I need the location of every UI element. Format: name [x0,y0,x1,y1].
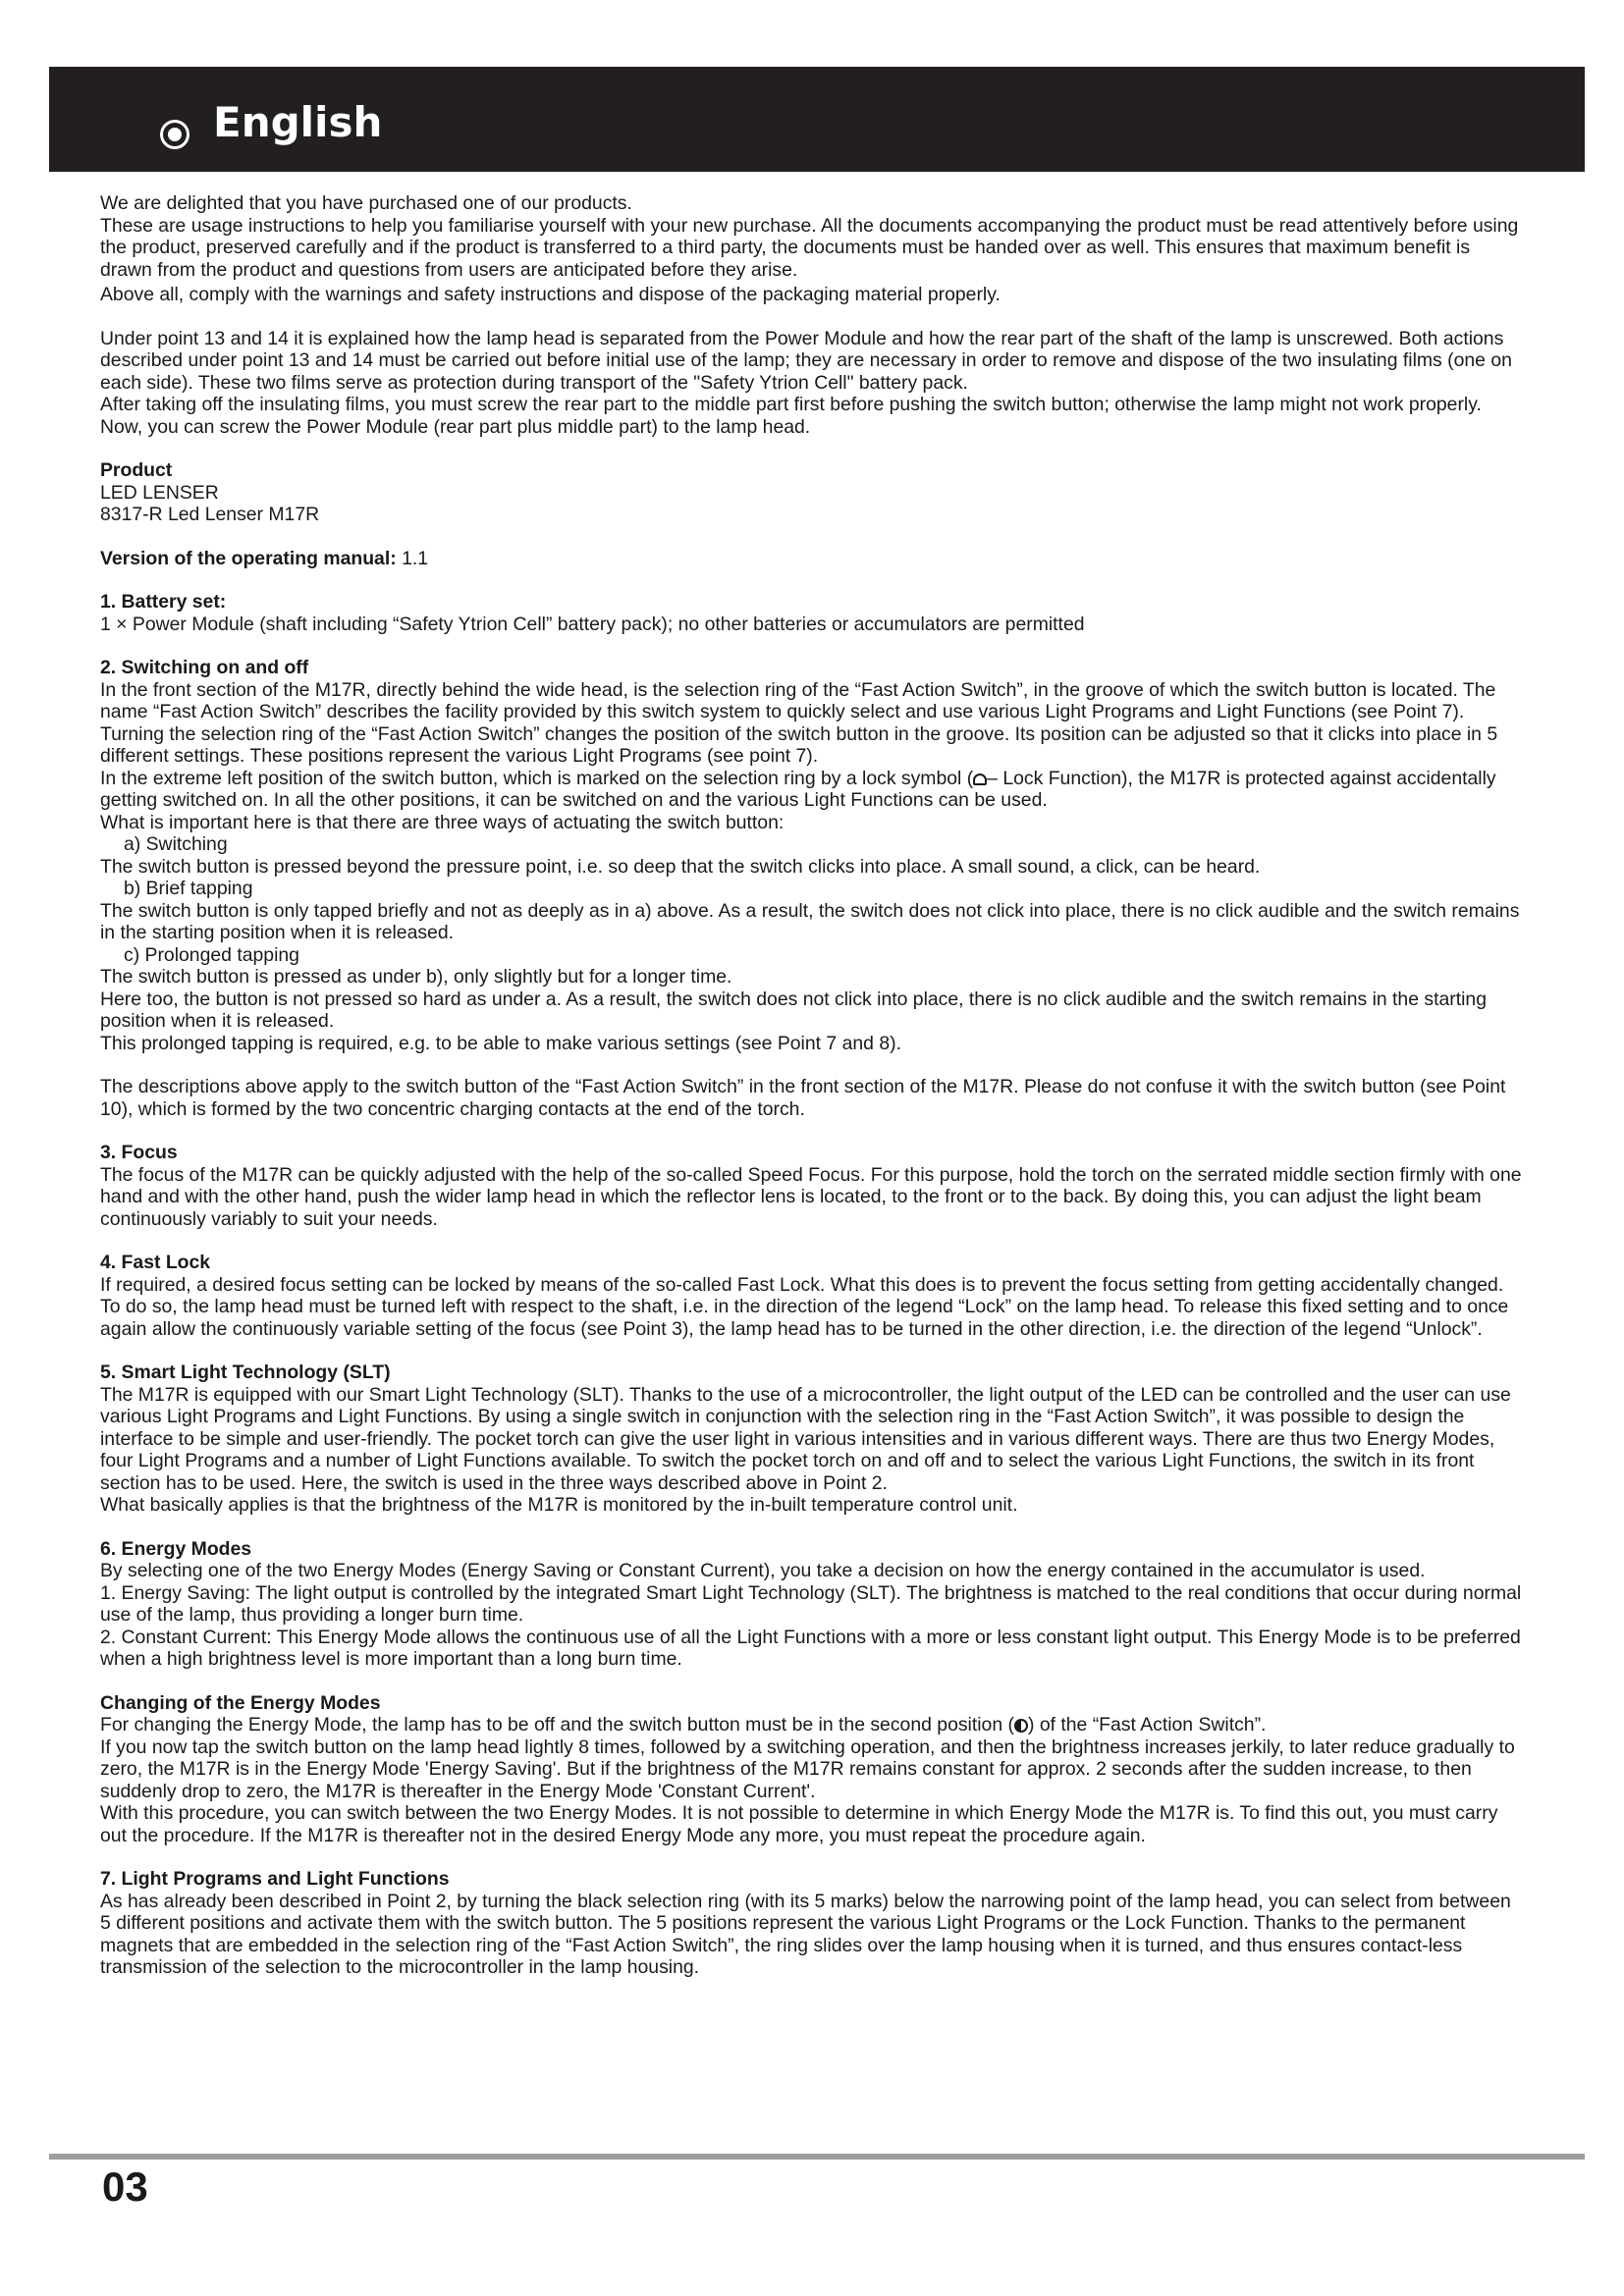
intro-p3: Above all, comply with the warnings and safety instructions and dispose of the packaging material properly. [100,284,1001,305]
section-6-p3: 2. Constant Current: This Energy Mode allows the continuous use of all the Light Functions with a more or less constant light output. This Energy Mode is to be preferred when a high brightness level is more important than a long burn time. [100,1626,1521,1670]
version-value: 1.1 [402,547,429,569]
manual-body [100,192,1526,1979]
footer-rule [49,2154,1585,2160]
option-b-label: b) Brief tapping [124,878,253,899]
section-2-p3: What is important here is that there are three ways of actuating the switch button: [100,811,785,833]
option-c-label: c) Prolonged tapping [124,943,299,966]
page-number: 03 [102,2163,148,2210]
language-title: English [213,98,383,146]
section-5-p1: The M17R is equipped with our Smart Light Technology (SLT). Thanks to the use of a microcontroller, the light output of the LED can be controlled and the user can use various Light Programs and Light Functions. By using a single switch in conjunction with the selection ring in the “Fast Action Switch”, it was possible to design the interface to be simple and user-friendly. The pocket torch can give the user light in various intensities and in various different ways. There are thus two Energy Modes, four Light Programs and a number of Light Functions available. To switch the pocket torch on and off and to select the various Light Functions, the switch in its front section has to be used. Here, the switch is used in the three ways described above in Point 2. [100,1383,1511,1494]
half-circle-icon [1014,1719,1028,1733]
section-3-text: The focus of the M17R can be quickly adjusted with the help of the so-called Speed Focus. For this purpose, hold the torch on the serrated middle section firmly with one hand and with the other hand, push the wider lamp head in which the reflector lens is located, to the front or to the back. By doing this, you can adjust the light beam continuously variably to suit your needs. [100,1163,1522,1230]
intro-p5: After taking off the insulating films, you must screw the rear part to the middle part first before pushing the switch button; otherwise the lamp might not work properly. Now, you can screw the Power Module (rear part plus middle part) to the lamp head. [100,394,1482,438]
intro-p4: Under point 13 and 14 it is explained how the lamp head is separated from the Power Module and how the rear part of the shaft of the lamp is unscrewed. Both actions described under point 13 and 14 must be carried out before initial use of the lamp; they are necessary in order to remove and dispose of the two insulating films (one on each side). These two films serve as protection during transport of the "Safety Ytrion Cell" battery pack. [100,327,1512,394]
version-label: Version of the operating manual: [100,547,397,569]
section-6-heading: 6. Energy Modes [100,1537,252,1560]
manual-version [100,548,1526,570]
section-2-p1: In the front section of the M17R, directly behind the wide head, is the selection ring of the “Fast Action Switch”, in the groove of which the switch button is located. The name “Fast Action Switch” describes the facility provided by this switch system to quickly select and use various Light Programs and Light Functions (see Point 7). Turning the selection ring of the “Fast Action Switch” changes the position of the switch button in the groove. Its position can be adjusted so that it clicks into place in 5 different settings. These positions represent the various Light Programs (see point 7). [100,678,1498,767]
section-7-heading: 7. Light Programs and Light Functions [100,1868,450,1890]
section-4-text: If required, a desired focus setting can be locked by means of the so-called Fast Lock. What this does is to prevent the focus setting from getting accidentally changed. To do so, the lamp head must be turned left with respect to the shaft, i.e. in the direction of the legend “Lock” on the lamp head. To release this fixed setting and to once again allow the continuously variable setting of the focus (see Point 3), the lamp head has to be turned in the other direction, i.e. the direction of the legend “Unlock”. [100,1273,1509,1340]
section-7-text: As has already been described in Point 2, by turning the black selection ring (with its 5 marks) below the narrowing point of the lamp head, you can select from between 5 different positions and activate them with the switch button. The 5 positions represent the various Light Programs or the Lock Function. Thanks to the permanent magnets that are embedded in the selection ring of the “Fast Action Switch”, the ring slides over the lamp housing when it is turned, and thus ensures contact-less transmission of the selection to the microcontroller in the lamp housing. [100,1890,1511,1978]
lock-icon [973,774,987,785]
intro-p2: These are usage instructions to help you familiarise yourself with your new purchase. All the documents accompanying the product must be read attentively before using the product, preserved carefully and if the product is transferred to a third party, the documents must be handed over as well. This ensures that maximum benefit is drawn from the product and questions from users are anticipated before they arise. [100,214,1519,281]
section-6-p2: 1. Energy Saving: The light output is controlled by the integrated Smart Light Technology (SLT). The brightness is matched to the real conditions that occur during normal use of the lamp, thus providing a longer burn time. [100,1581,1522,1626]
energy-change-p2: If you now tap the switch button on the lamp head lightly 8 times, followed by a switching operation, and then the brightness increases jerkily, to later reduce gradually to zero, the M17R is in the Energy Mode 'Energy Saving'. But if the brightness of the M17R remains constant for approx. 2 seconds after the sudden increase, to then suddenly drop to zero, the M17R is thereafter in the Energy Mode 'Constant Current'. [100,1735,1515,1802]
energy-change-p1: For changing the Energy Mode, the lamp has to be off and the switch button must be in the second position ( ) of the “Fast Action Switch”. [100,1714,1267,1735]
section-6-p1: By selecting one of the two Energy Modes (Energy Saving or Constant Current), you take a decision on how the energy contained in the accumulator is used. [100,1560,1426,1581]
section-4-heading: 4. Fast Lock [100,1252,211,1273]
section-2-p4: The descriptions above apply to the switch button of the “Fast Action Switch” in the front section of the M17R. Please do not confuse it with the switch button (see Point 10), which is formed by the two concentric charging contacts at the end of the torch. [100,1076,1506,1120]
option-c-text-2: Here too, the button is not pressed so hard as under a. As a result, the switch does not click into place, there is no click audible and the switch remains in the starting position when it is released. [100,988,1487,1032]
product-model: 8317-R Led Lenser M17R [100,504,320,525]
option-a-label: a) Switching [124,833,228,855]
option-c-text-3: This prolonged tapping is required, e.g. to be able to make various settings (see Point 7 and 8). [100,1032,901,1054]
section-2-heading: 2. Switching on and off [100,657,309,678]
section-1-heading: 1. Battery set: [100,591,227,613]
option-c-text-1: The switch button is pressed as under b), only slightly but for a longer time. [100,966,732,988]
energy-change-heading: Changing of the Energy Modes [100,1691,381,1714]
section-5-heading: 5. Smart Light Technology (SLT) [100,1362,391,1383]
section-2-p2: In the extreme left position of the switch button, which is marked on the selection ring by a lock symbol ( – Lock Function), the M17R is protected against accidentally getting switched on. In all the other positions, it can be switched on and the various Light Functions can be used. [100,767,1496,811]
section-3-heading: 3. Focus [100,1142,178,1163]
product-brand: LED LENSER [100,481,219,504]
energy-change-p3: With this procedure, you can switch between the two Energy Modes. It is not possible to determine in which Energy Mode the M17R is. To find this out, you must carry out the procedure. If the M17R is thereafter not in the desired Energy Mode any more, you must repeat the procedure again. [100,1802,1498,1846]
section-1-text: 1 × Power Module (shaft including “Safety Ytrion Cell” battery pack); no other batteries or accumulators are permitted [100,613,1085,635]
section-5-p2: What basically applies is that the brightness of the M17R is monitored by the in-built temperature control unit. [100,1494,1018,1516]
option-b-text: The switch button is only tapped briefly and not as deeply as in a) above. As a result, the switch does not click into place, there is no click audible and the switch remains in the starting position when it is released. [100,899,1520,943]
product-heading: Product [100,459,173,481]
option-a-text: The switch button is pressed beyond the pressure point, i.e. so deep that the switch clicks into place. A small sound, a click, can be heard. [100,855,1261,878]
intro-p1: We are delighted that you have purchased one of our products. [100,192,632,214]
